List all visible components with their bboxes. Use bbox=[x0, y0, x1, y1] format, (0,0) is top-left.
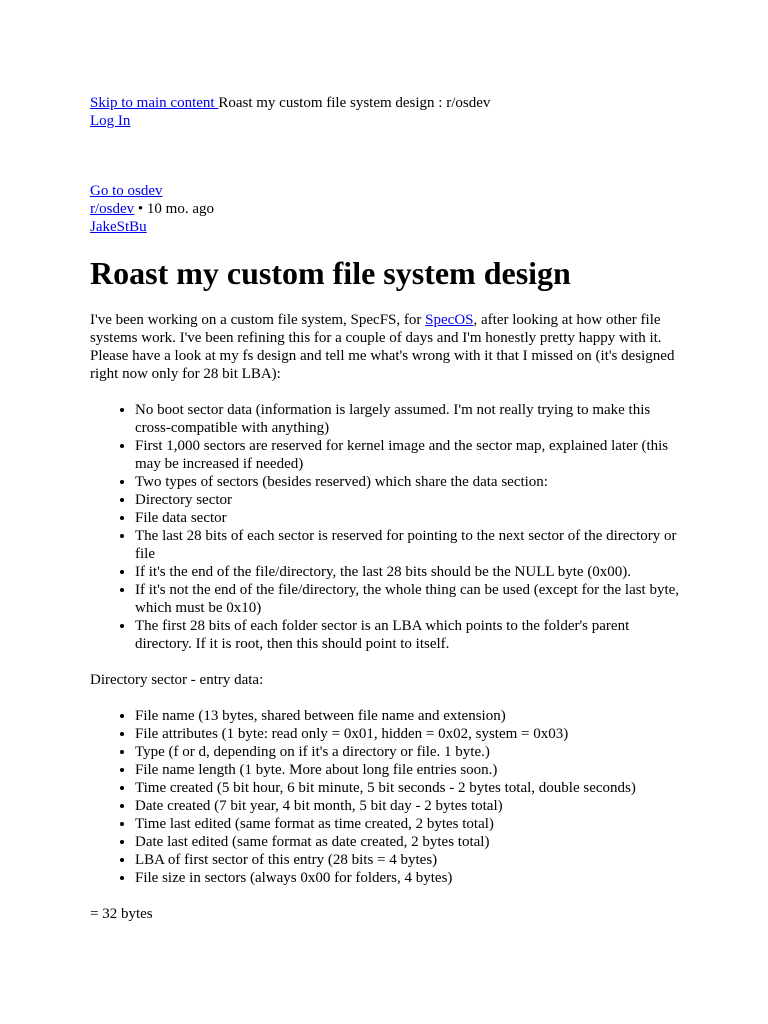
list-item: • Directory sector bbox=[135, 491, 682, 509]
list-item: • File size in sectors (always 0x00 for folders, 4 bytes) bbox=[135, 869, 682, 887]
list-item: • Two types of sectors (besides reserved) which share the data section: bbox=[135, 473, 682, 491]
list-item: • Type (f or d, depending on if it's a directory or file. 1 byte.) bbox=[135, 743, 682, 761]
list-item: • The first 28 bits of each folder sector is an LBA which points to the folder's parent directory. If it is root, then this should point to itself. bbox=[135, 617, 682, 653]
design-list bbox=[90, 401, 682, 653]
list-item: • The last 28 bits of each sector is reserved for pointing to the next sector of the directory or file bbox=[135, 527, 682, 563]
list-item: • File name (13 bytes, shared between file name and extension) bbox=[135, 707, 682, 725]
specos-link[interactable]: SpecOS bbox=[425, 312, 474, 328]
list-item: • If it's the end of the file/directory, the last 28 bits should be the NULL byte (0x00). bbox=[135, 563, 682, 581]
list-item: • First 1,000 sectors are reserved for kernel image and the sector map, explained later (this may be increased if needed) bbox=[135, 437, 682, 473]
spacer bbox=[90, 130, 682, 182]
list-item: • No boot sector data (information is largely assumed. I'm not really trying to make this cross-compatible with anything) bbox=[135, 401, 682, 437]
list-item: • File data sector bbox=[135, 509, 682, 527]
page-content bbox=[90, 94, 682, 941]
directory-entry-heading: Directory sector - entry data: bbox=[90, 672, 264, 688]
list-item: • Date created (7 bit year, 4 bit month, 5 bit day - 2 bytes total) bbox=[135, 797, 682, 815]
subreddit-time-row bbox=[90, 200, 682, 218]
skip-to-main-link[interactable]: Skip to main content bbox=[90, 95, 219, 111]
list-item: • File name length (1 byte. More about long file entries soon.) bbox=[135, 761, 682, 779]
list-item: • Date last edited (same format as date created, 2 bytes total) bbox=[135, 833, 682, 851]
subreddit-link[interactable]: r/osdev bbox=[90, 201, 135, 217]
go-to-subreddit-link[interactable]: Go to osdev bbox=[90, 183, 163, 199]
login-row bbox=[90, 112, 682, 130]
intro-text-after: , after looking at how other file systems work. I've been refining this for a couple of days and I'm honestly pretty happy with it. Please have a look at my fs design and tell me what's wrong with it that I missed on (it's designed right now only for 28 bit LBA): bbox=[90, 312, 675, 382]
intro-text-before: I've been working on a custom file system, SpecFS, for bbox=[90, 312, 426, 328]
go-to-sub-row bbox=[90, 182, 682, 200]
document-title: Roast my custom file system design : r/osdev bbox=[218, 95, 491, 111]
post-title: Roast my custom file system design bbox=[90, 255, 571, 291]
list-item: • File attributes (1 byte: read only = 0x01, hidden = 0x02, system = 0x03) bbox=[135, 725, 682, 743]
list-item: • Time created (5 bit hour, 6 bit minute, 5 bit seconds - 2 bytes total, double seconds) bbox=[135, 779, 682, 797]
total-bytes: = 32 bytes bbox=[90, 906, 153, 922]
entry-data-list bbox=[90, 707, 682, 887]
login-link[interactable]: Log In bbox=[90, 113, 131, 129]
author-row bbox=[90, 218, 682, 236]
list-item: • Time last edited (same format as time created, 2 bytes total) bbox=[135, 815, 682, 833]
list-item: • If it's not the end of the file/directory, the whole thing can be used (except for the last byte, which must be 0x10) bbox=[135, 581, 682, 617]
author-link[interactable]: JakeStBu bbox=[90, 219, 147, 235]
post-time: • 10 mo. ago bbox=[134, 201, 214, 217]
list-item: • LBA of first sector of this entry (28 bits = 4 bytes) bbox=[135, 851, 682, 869]
post-intro bbox=[90, 311, 682, 383]
header-row bbox=[90, 94, 682, 112]
